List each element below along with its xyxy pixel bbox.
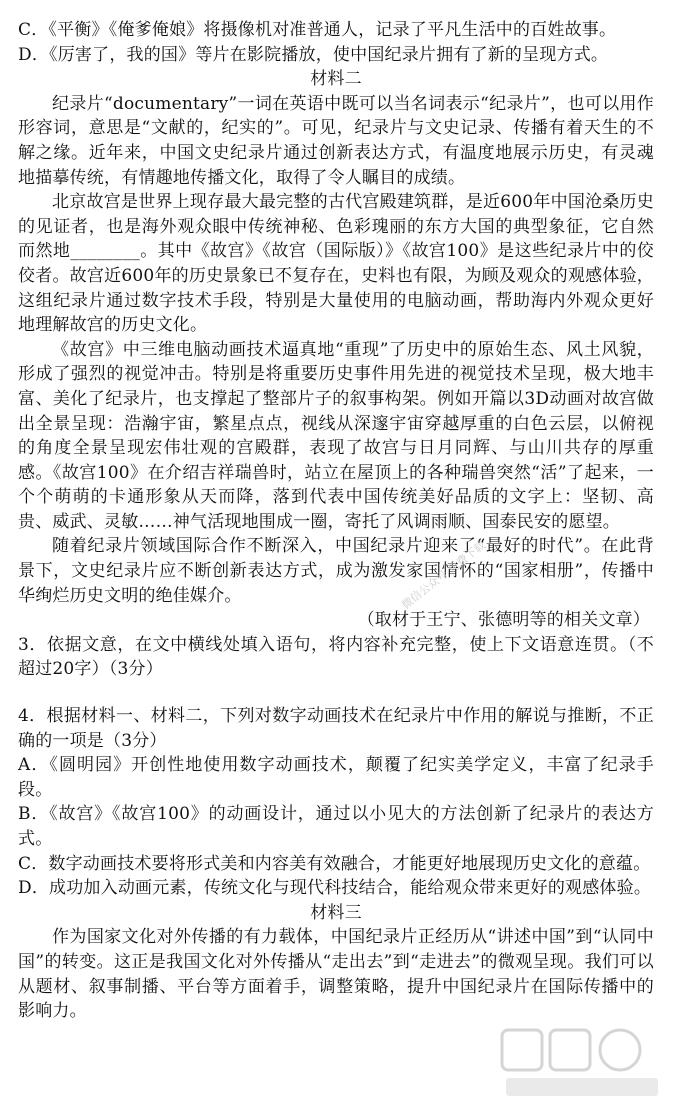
question-4-option-a: A．《圆明园》开创性地使用数字动画技术，颠覆了纪实美学定义，丰富了纪录手段。 xyxy=(18,755,654,800)
option-c-top: C．《平衡》《俺爹俺娘》将摄像机对准普通人，记录了平凡生活中的百姓故事。 xyxy=(18,20,617,40)
question-4-option-b: B．《故宫》《故宫100》的动画设计，通过以小见大的方法创新了纪录片的表达方式。 xyxy=(18,804,654,849)
diagonal-watermark: 微信公众号 免费下载 xyxy=(399,538,489,612)
answer-site-logo-watermark xyxy=(498,1024,668,1104)
material-2-paragraph-1: 纪录片“documentary”一词在英语中既可以当名词表示“纪录片”，也可以用作形容词，意思是“文献的，纪实的”。可见，纪录片与文史记录、传播有着天生的不解之缘。近年来，中国文史纪录片通过创新表达方式，有温度地展示历史，有灵魂地描摹传统，有情趣地传播文化，取得了令人瞩目的成绩。 xyxy=(18,93,654,188)
material-3-heading: 材料三 xyxy=(310,902,362,923)
material-2-heading: 材料二 xyxy=(310,69,362,90)
question-3: 3．依据文意，在文中横线处填入语句，将内容补充完整，使上下文语意连贯。（不超过20字）（3分） xyxy=(18,634,654,680)
material-2-paragraph-4: 随着纪录片领域国际合作不断深入，中国纪录片迎来了“最好的时代”。在此背景下，文史纪录片应不断创新表达方式，成为激发家国情怀的“国家相册”，传播中华绚烂历史文明的绝佳媒介。 xyxy=(18,536,654,606)
option-d-top: D．《厉害了，我的国》等片在影院播放，使中国纪录片拥有了新的呈现方式。 xyxy=(18,44,609,65)
answer-space xyxy=(18,682,654,704)
question-4-option-c: C．数字动画技术要将形式美和内容美有效融合，才能更好地展现历史文化的意蕴。 xyxy=(18,853,651,874)
material-2-paragraph-3: 《故宫》中三维电脑动画技术逼真地“重现”了历史中的原始生态、风土风貌，形成了强烈的视觉冲击。特别是将重要历史事件用先进的视觉技术呈现，极大地丰富、美化了纪录片，也支撑起了整部片子的叙事构架。例如开篇以3D动画对故宫做出全景呈现：浩瀚宇宙，繁星点点，视线从深邃宇宙穿越厚重的白色云层，以俯视的角度全景呈现宏伟壮观的宫殿群，表现了故宫与日月同辉、与山川共存的厚重感。《故宫100》在介绍吉祥瑞兽时，站立在屋顶上的各种瑞兽突然“活”了起来，一个个萌萌的卡通形象从天而降，落到代表中国传统美好品质的文字上：坚韧、高贵、威武、灵敏……神气活现地围成一圈，寄托了风调雨顺、国泰民安的愿望。 xyxy=(18,339,654,532)
question-4-stem: 4．根据材料一、材料二，下列对数字动画技术在纪录片中作用的解说与推断，不正确的一项是（3分） xyxy=(18,706,654,751)
material-2-paragraph-2: 北京故宫是世界上现存最大最完整的古代宫殿建筑群，是近600年中国沧桑历史的见证者，也是海外观众眼中传统神秘、色彩瑰丽的东方大国的典型象征，它自然而然地________。其中《故宫》《故宫（国际版）》《故宫100》是这些纪录片中的佼佼者。故宫近600年的历史景象已不复存在，史料也有限，为顾及观众的观感体验，这组纪录片通过数字技术手段，特别是大量使用的电脑动画，帮助海内外观众更好地理解故宫的历史文化。 xyxy=(18,192,654,336)
material-2-source: （取材于王宁、张德明等的相关文章） xyxy=(357,610,650,631)
question-4-option-d: D．成功加入动画元素，传统文化与现代科技结合，能给观众带来更好的观感体验。 xyxy=(18,878,652,899)
material-3-paragraph: 作为国家文化对外传播的有力载体，中国纪录片正经历从“讲述中国”到“认同中国”的转变。这正是我国文化对外传播从“走出去”到“走进去”的微观呈现。我们可以从题材、叙事制播、平台等方面着手，调整策略，提升中国纪录片在国际传播中的影响力。 xyxy=(18,927,654,1022)
